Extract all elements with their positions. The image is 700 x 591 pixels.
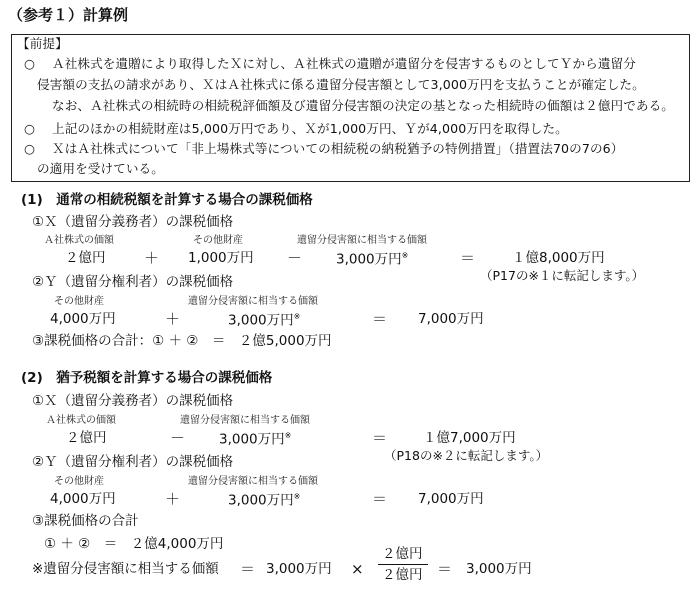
s1-x-value-other: 1,000万円 xyxy=(188,250,254,266)
s2-x-value-stock: ２億円 xyxy=(66,430,107,446)
times-sign: × xyxy=(351,560,364,578)
plus-sign: ＋ xyxy=(144,249,160,267)
s2-total-heading: ③課税価格の合計 xyxy=(32,513,139,529)
s2-y-value-infringe: 3,000万円※ xyxy=(228,492,301,509)
equals-sign: ＝ xyxy=(372,429,388,447)
page-title: （参考１）計算例 xyxy=(8,6,129,24)
s1-y-value-infringe: 3,000万円※ xyxy=(228,312,301,329)
s1-y-value-other: 4,000万円 xyxy=(50,311,116,327)
s2-y-label-infringe: 遺留分侵害額に相当する価額 xyxy=(188,476,318,487)
minus-sign: － xyxy=(170,429,186,447)
s1-x-label-other: その他財産 xyxy=(193,235,243,246)
bullet-icon: ○ xyxy=(24,121,36,136)
s2-x-note: （P18の※２に転記します。） xyxy=(384,448,549,463)
s1-y-heading: ②Ｙ（遺留分権利者）の課税価格 xyxy=(32,274,234,290)
fraction-bar xyxy=(378,564,428,565)
premise-line: Ａ社株式を遺贈により取得したＸに対し、Ａ社株式の遺贈が遺留分を侵害するものとしてＹから遺留分 xyxy=(52,56,636,71)
s1-x-note: （P17の※１に転記します。） xyxy=(480,268,645,283)
fraction-numerator: ２億円 xyxy=(382,546,423,562)
s2-y-label-other: その他財産 xyxy=(54,476,104,487)
s2-x-heading: ①Ｘ（遺留分義務者）の課税価格 xyxy=(32,393,234,409)
s2-y-heading: ②Ｙ（遺留分権利者）の課税価格 xyxy=(32,454,234,470)
premise-line: なお、Ａ社株式の相続時の相続税評価額及び遺留分侵害額の決定の基となった相続時の価額は２億円である。 xyxy=(52,98,674,113)
premise-header: 【前提】 xyxy=(17,36,68,51)
premise-line: の適用を受けている。 xyxy=(37,161,164,176)
footnote-label: ※遺留分侵害額に相当する価額 xyxy=(32,561,219,577)
minus-sign: － xyxy=(287,249,303,267)
plus-sign: ＋ xyxy=(165,310,181,328)
s1-total: ③課税価格の合計：① ＋ ② ＝ ２億5,000万円 xyxy=(32,333,332,349)
s2-y-result: 7,000万円 xyxy=(418,491,484,507)
s1-x-label-stock: Ａ社株式の価額 xyxy=(44,235,114,246)
premise-line: 上記のほかの相続財産は5,000万円であり、Ｘが1,000万円、Ｙが4,000万円を取得した。 xyxy=(52,121,568,136)
footnote-result: 3,000万円 xyxy=(466,561,532,577)
section1-heading: (1) 通常の相続税額を計算する場合の課税価格 xyxy=(21,192,313,208)
fraction-denominator: ２億円 xyxy=(382,567,423,583)
s2-x-label-stock: Ａ社株式の価額 xyxy=(46,415,116,426)
equals-sign: ＝ xyxy=(460,249,476,267)
s1-x-value-infringe: 3,000万円※ xyxy=(336,251,409,268)
section2-heading: (2) 猶予税額を計算する場合の課税価格 xyxy=(21,370,273,386)
s1-y-label-infringe: 遺留分侵害額に相当する価額 xyxy=(188,296,318,307)
equals-sign: ＝ xyxy=(372,310,388,328)
bullet-icon: ○ xyxy=(24,56,36,71)
equals-sign: ＝ xyxy=(437,560,453,578)
s2-x-result: １億7,000万円 xyxy=(423,430,516,446)
premise-line: 侵害額の支払の請求があり、ＸはＡ社株式に係る遺留分侵害額として3,000万円を支払うことが確定した。 xyxy=(37,77,645,92)
s2-x-value-infringe: 3,000万円※ xyxy=(219,431,292,448)
s1-x-value-stock: ２億円 xyxy=(65,250,106,266)
plus-sign: ＋ xyxy=(165,490,181,508)
equals-sign: ＝ xyxy=(372,490,388,508)
s2-total-formula: ① ＋ ② ＝ ２億4,000万円 xyxy=(44,536,224,552)
s2-y-value-other: 4,000万円 xyxy=(50,491,116,507)
s2-x-label-infringe: 遺留分侵害額に相当する価額 xyxy=(180,415,310,426)
s1-y-result: 7,000万円 xyxy=(418,311,484,327)
s1-y-label-other: その他財産 xyxy=(54,296,104,307)
s1-x-label-infringe: 遺留分侵害額に相当する価額 xyxy=(297,235,427,246)
s1-x-result: １億8,000万円 xyxy=(512,250,605,266)
equals-sign: ＝ xyxy=(240,560,256,578)
bullet-icon: ○ xyxy=(24,141,36,156)
footnote-value: 3,000万円 xyxy=(266,561,332,577)
premise-line: ＸはＡ社株式について「非上場株式等についての相続税の納税猶予の特例措置」（措置法70の7の6） xyxy=(52,141,624,156)
s1-x-heading: ①Ｘ（遺留分義務者）の課税価格 xyxy=(32,214,234,230)
